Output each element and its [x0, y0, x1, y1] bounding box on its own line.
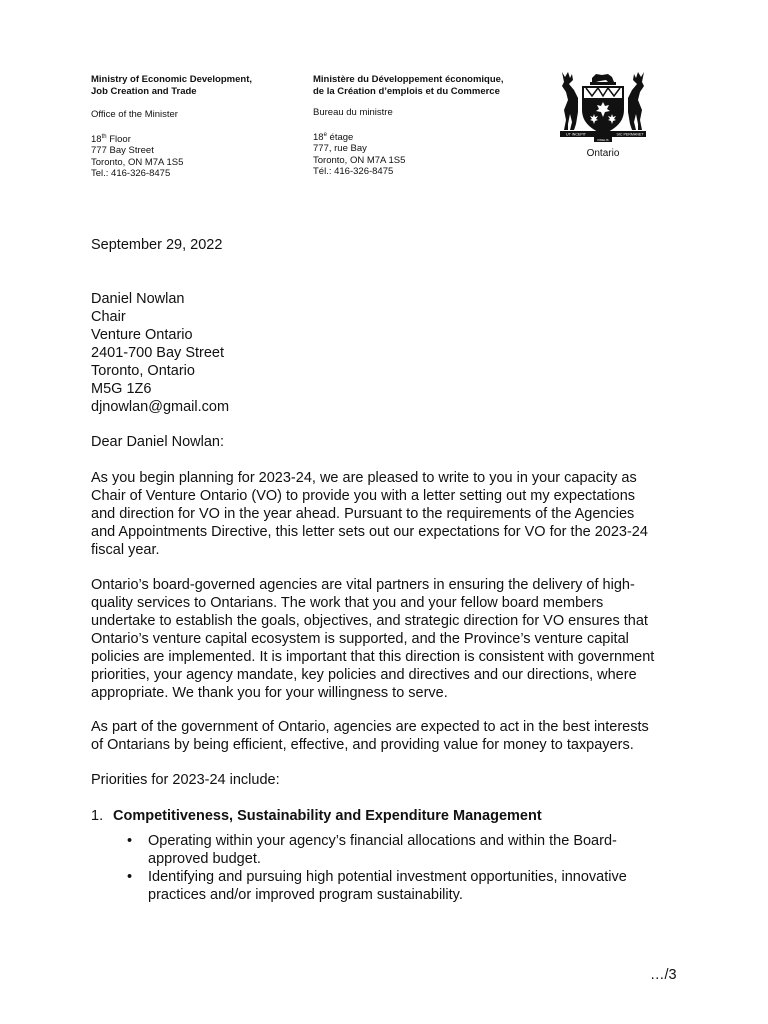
recipient-email: djnowlan@gmail.com: [91, 399, 230, 415]
paragraph-line: priorities, your agency mandate, key policies and directives and our directions, where: [91, 667, 637, 683]
bullet-line: practices and/or improved program sustainability.: [148, 887, 463, 903]
paragraph-line: Chair of Venture Ontario (VO) to provide you with a letter setting out my expectations: [91, 488, 636, 504]
bullet-icon: •: [127, 833, 133, 849]
paragraph-line: As you begin planning for 2023-24, we are pleased to write to you in your capacity as: [91, 470, 637, 486]
section-1-heading: Competitiveness, Sustainability and Expenditure Management: [113, 808, 542, 824]
recipient-name: Daniel Nowlan: [91, 291, 185, 307]
paragraph-1: [91, 469, 691, 559]
bullet-line: Operating within your agency’s financial allocations and within the Board-: [148, 833, 617, 849]
telephone-line: Tel.: 416-326-8475: [91, 168, 171, 180]
priorities-intro: Priorities for 2023-24 include:: [91, 772, 280, 788]
letterhead-french: [313, 74, 504, 178]
letter-date: September 29, 2022: [91, 237, 223, 253]
paragraph-line: Ontario’s board-governed agencies are vital partners in ensuring the delivery of high-: [91, 577, 635, 593]
paragraph-line: appropriate. We thank you for your willingness to serve.: [91, 685, 448, 701]
bullet-icon: •: [127, 869, 133, 885]
ontario-coat-of-arms-logo: [556, 68, 650, 164]
paragraph-2: [91, 576, 691, 702]
ontario-wordmark: Ontario: [586, 148, 620, 159]
street-line: 777 Bay Street: [91, 145, 154, 157]
paragraph-line: and Appointments Directive, this letter sets out our expectations for VO for the 2023-24: [91, 524, 648, 540]
letterhead-english: [91, 74, 252, 180]
paragraph-line: Ontario’s venture capital ecosystem is supported, and the Province’s venture capital: [91, 631, 629, 647]
ministry-name-line1: Ministry of Economic Development,: [91, 74, 252, 85]
page-continuation-marker: …/3: [650, 967, 677, 983]
ville-line: Toronto, ON M7A 1S5: [313, 154, 406, 166]
rue-line: 777, rue Bay: [313, 143, 367, 155]
telephone-fr-line: Tél.: 416-326-8475: [313, 166, 394, 178]
paragraph-line: policies are implemented. It is important that this direction is consistent with government: [91, 649, 655, 665]
paragraph-line: undertake to establish the goals, objectives, and strategic direction for VO ensures that: [91, 613, 648, 629]
etage-line: 18e étage: [313, 131, 354, 143]
ministry-name-line2: Job Creation and Trade: [91, 85, 197, 97]
paragraph-line: As part of the government of Ontario, agencies are expected to act in the best interests: [91, 719, 649, 735]
city-line: Toronto, ON M7A 1S5: [91, 156, 184, 168]
section-1-number: 1.: [91, 808, 104, 824]
paragraph-line: quality services to Ontarians. The work that you and your fellow board members: [91, 595, 604, 611]
bullet-line: Identifying and pursuing high potential investment opportunities, innovative: [148, 869, 627, 885]
recipient-organization: Venture Ontario: [91, 327, 193, 343]
recipient-city: Toronto, Ontario: [91, 363, 195, 379]
ministere-name-line2: de la Création d’emplois et du Commerce: [313, 85, 500, 97]
bullet-line: approved budget.: [148, 851, 261, 867]
motto-right-text: SIC PERMANET: [616, 132, 644, 137]
paragraph-line: fiscal year.: [91, 542, 160, 558]
bureau-label: Bureau du ministre: [313, 107, 393, 118]
recipient-street: 2401-700 Bay Street: [91, 345, 225, 361]
office-label: Office of the Minister: [91, 109, 178, 120]
recipient-postal-code: M5G 1Z6: [91, 381, 152, 397]
floor-line: 18th Floor: [91, 133, 131, 145]
recipient-title: Chair: [91, 309, 126, 325]
paragraph-line: of Ontarians by being efficient, effective, and providing value for money to taxpayers.: [91, 737, 634, 753]
motto-left-text: UT INCEPIT: [566, 132, 586, 137]
paragraph-line: and direction for VO in the year ahead. Pursuant to the requirements of the Agencies: [91, 506, 635, 522]
salutation: Dear Daniel Nowlan:: [91, 434, 224, 450]
ministere-name-line1: Ministère du Développement économique,: [313, 74, 504, 85]
recipient-address-block: [91, 290, 229, 416]
motto-center-text: FIDELIS: [597, 137, 609, 142]
paragraph-3: [91, 718, 691, 754]
